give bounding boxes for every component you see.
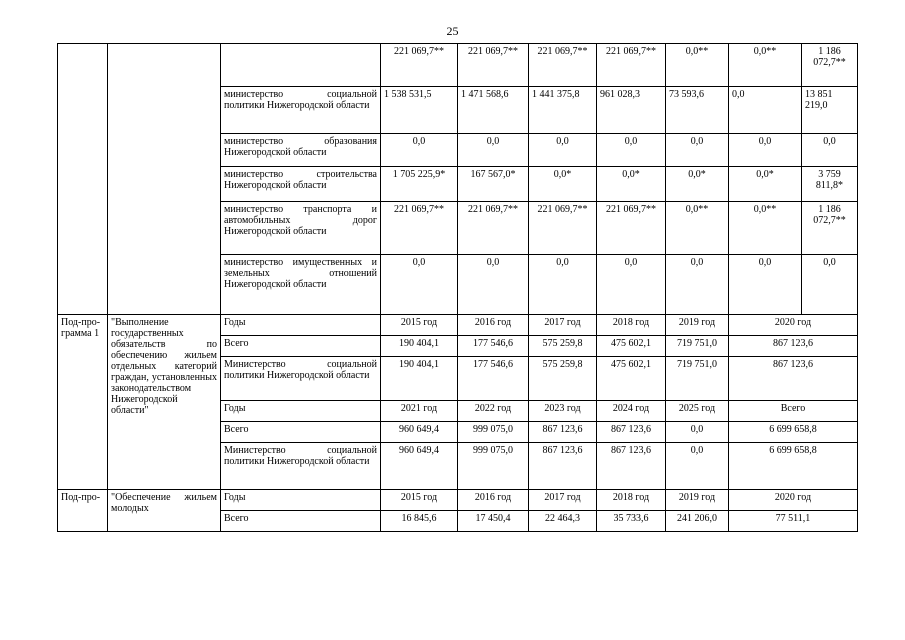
value-cell: 0,0* — [529, 167, 597, 202]
value-cell: 0,0 — [729, 87, 802, 134]
value-cell: 221 069,7** — [529, 202, 597, 255]
table-body — [58, 44, 858, 532]
value-cell: 16 845,6 — [381, 511, 458, 532]
value-cell: 0,0 — [802, 134, 858, 167]
value-cell: 221 069,7** — [458, 44, 529, 87]
value-cell: 575 259,8 — [529, 336, 597, 357]
value-cell: 867 123,6 — [597, 443, 666, 490]
value-cell: 0,0 — [381, 255, 458, 315]
value-cell: 867 123,6 — [597, 422, 666, 443]
value-cell: 960 649,4 — [381, 422, 458, 443]
row-label: Министерство социальной политики Нижегородской области — [221, 443, 381, 490]
value-cell: 177 546,6 — [458, 357, 529, 401]
org-name — [221, 44, 381, 87]
value-cell: 13 851 219,0 — [802, 87, 858, 134]
row-label: Годы — [221, 315, 381, 336]
row-label: Всего — [221, 511, 381, 532]
table-row — [58, 315, 858, 336]
value-cell: 2016 год — [458, 315, 529, 336]
value-cell: 221 069,7** — [381, 202, 458, 255]
table-row — [58, 490, 858, 511]
value-cell: 960 649,4 — [381, 443, 458, 490]
empty-cell — [108, 44, 221, 315]
subprogram-label: Под-про-грамма 1 — [58, 315, 108, 490]
org-name: министерство транспорта и автомобильных дорог Нижегородской области — [221, 202, 381, 255]
value-cell: 0,0 — [729, 134, 802, 167]
value-cell: 0,0 — [802, 255, 858, 315]
value-cell: 0,0* — [597, 167, 666, 202]
value-cell: 6 699 658,8 — [729, 422, 858, 443]
value-cell: 177 546,6 — [458, 336, 529, 357]
value-cell: 867 123,6 — [729, 357, 858, 401]
value-cell: 1 441 375,8 — [529, 87, 597, 134]
org-name: министерство строительства Нижегородской области — [221, 167, 381, 202]
value-cell: 221 069,7** — [458, 202, 529, 255]
row-label: Всего — [221, 422, 381, 443]
value-cell: 2017 год — [529, 490, 597, 511]
value-cell: 0,0** — [666, 202, 729, 255]
value-cell: 190 404,1 — [381, 357, 458, 401]
value-cell: 0,0** — [729, 44, 802, 87]
row-label: Годы — [221, 490, 381, 511]
value-cell: 2018 год — [597, 315, 666, 336]
value-cell: 167 567,0* — [458, 167, 529, 202]
value-cell: 0,0 — [458, 255, 529, 315]
subprogram-label: Под-про- — [58, 490, 108, 532]
value-cell: 221 069,7** — [597, 44, 666, 87]
value-cell: 2015 год — [381, 490, 458, 511]
value-cell: 0,0 — [666, 443, 729, 490]
value-cell: 867 123,6 — [529, 422, 597, 443]
value-cell: Всего — [729, 401, 858, 422]
value-cell: 999 075,0 — [458, 422, 529, 443]
value-cell: 0,0 — [529, 255, 597, 315]
value-cell: 719 751,0 — [666, 357, 729, 401]
value-cell: 1 538 531,5 — [381, 87, 458, 134]
value-cell: 575 259,8 — [529, 357, 597, 401]
value-cell: 2025 год — [666, 401, 729, 422]
org-name: министерство образования Нижегородской области — [221, 134, 381, 167]
value-cell: 0,0 — [529, 134, 597, 167]
value-cell: 35 733,6 — [597, 511, 666, 532]
value-cell: 190 404,1 — [381, 336, 458, 357]
value-cell: 2019 год — [666, 315, 729, 336]
value-cell: 1 471 568,6 — [458, 87, 529, 134]
value-cell: 2021 год — [381, 401, 458, 422]
value-cell: 17 450,4 — [458, 511, 529, 532]
value-cell: 0,0 — [381, 134, 458, 167]
value-cell: 0,0 — [597, 255, 666, 315]
value-cell: 0,0 — [666, 422, 729, 443]
value-cell: 2023 год — [529, 401, 597, 422]
value-cell: 0,0* — [666, 167, 729, 202]
value-cell: 719 751,0 — [666, 336, 729, 357]
value-cell: 6 699 658,8 — [729, 443, 858, 490]
value-cell: 3 759 811,8* — [802, 167, 858, 202]
table-row — [58, 44, 858, 87]
value-cell: 2019 год — [666, 490, 729, 511]
value-cell: 73 593,6 — [666, 87, 729, 134]
value-cell: 22 464,3 — [529, 511, 597, 532]
value-cell: 2020 год — [729, 490, 858, 511]
row-label: Всего — [221, 336, 381, 357]
value-cell: 999 075,0 — [458, 443, 529, 490]
org-name: министерство социальной политики Нижегородской области — [221, 87, 381, 134]
value-cell: 0,0* — [729, 167, 802, 202]
row-label: Годы — [221, 401, 381, 422]
value-cell: 2017 год — [529, 315, 597, 336]
value-cell: 867 123,6 — [529, 443, 597, 490]
value-cell: 961 028,3 — [597, 87, 666, 134]
value-cell: 221 069,7** — [597, 202, 666, 255]
row-label: Министерство социальной политики Нижегородской области — [221, 357, 381, 401]
value-cell: 1 186 072,7** — [802, 44, 858, 87]
value-cell: 221 069,7** — [381, 44, 458, 87]
budget-table — [57, 43, 858, 532]
value-cell: 2022 год — [458, 401, 529, 422]
subprogram-name: "Выполнение государственных обязательств по обеспечению жильем отдельных категорий граждан, установленных законодательством Нижегородской области" — [108, 315, 221, 490]
value-cell: 1 186 072,7** — [802, 202, 858, 255]
value-cell: 2024 год — [597, 401, 666, 422]
value-cell: 1 705 225,9* — [381, 167, 458, 202]
value-cell: 0,0 — [729, 255, 802, 315]
value-cell: 0,0** — [666, 44, 729, 87]
value-cell: 0,0 — [458, 134, 529, 167]
value-cell: 475 602,1 — [597, 336, 666, 357]
value-cell: 867 123,6 — [729, 336, 858, 357]
value-cell: 475 602,1 — [597, 357, 666, 401]
org-name: министерство имущественных и земельных отношений Нижегородской области — [221, 255, 381, 315]
empty-cell — [58, 44, 108, 315]
value-cell: 0,0** — [729, 202, 802, 255]
value-cell: 2015 год — [381, 315, 458, 336]
value-cell: 241 206,0 — [666, 511, 729, 532]
value-cell: 0,0 — [666, 134, 729, 167]
page-number: 25 — [446, 24, 459, 38]
value-cell: 221 069,7** — [529, 44, 597, 87]
value-cell: 2018 год — [597, 490, 666, 511]
subprogram-name: "Обеспечение жильем молодых — [108, 490, 221, 532]
value-cell: 2016 год — [458, 490, 529, 511]
value-cell: 77 511,1 — [729, 511, 858, 532]
value-cell: 2020 год — [729, 315, 858, 336]
value-cell: 0,0 — [666, 255, 729, 315]
value-cell: 0,0 — [597, 134, 666, 167]
